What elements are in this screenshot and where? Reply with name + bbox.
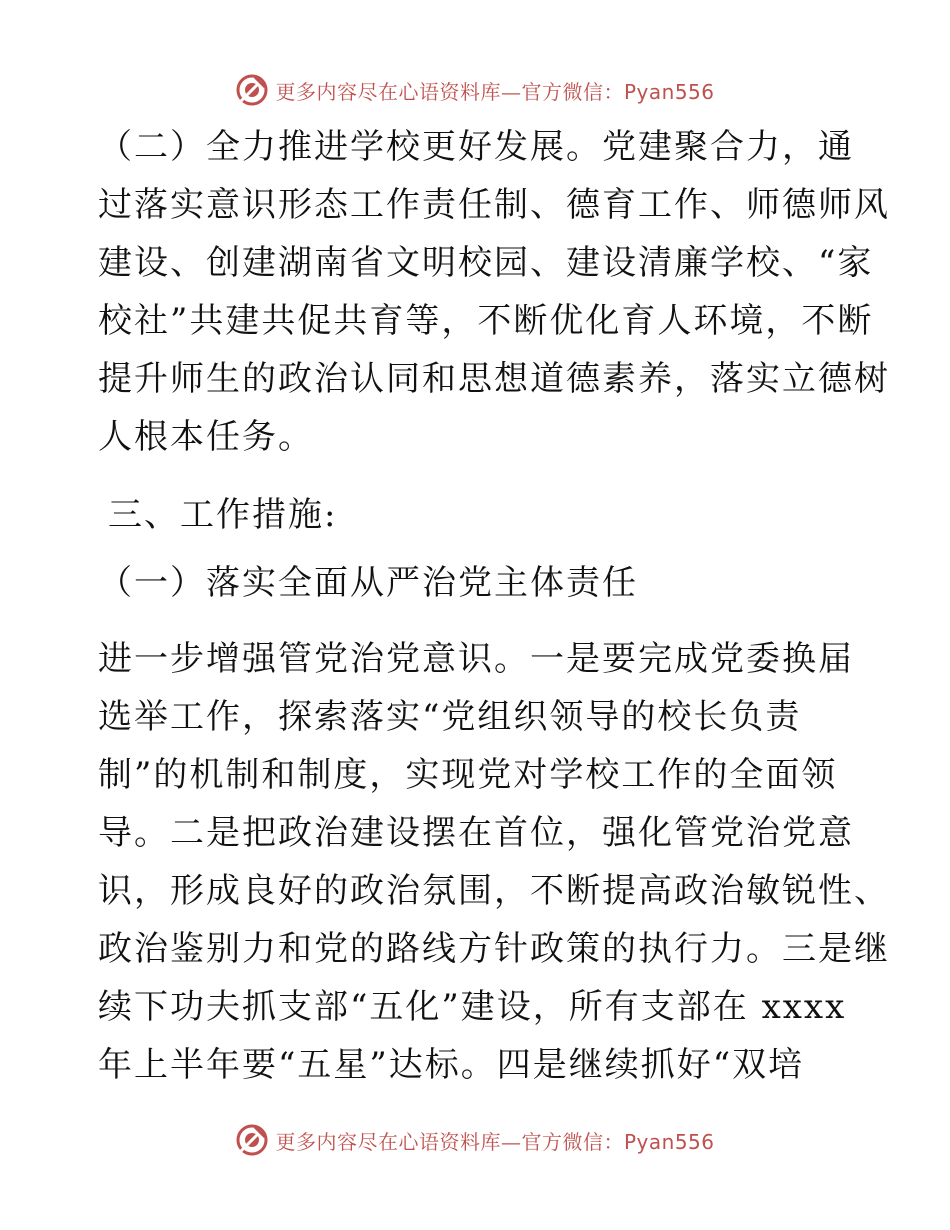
paragraph-line: （二）全力推进学校更好发展。党建聚合力，通 (98, 127, 854, 167)
paragraph-line: 导。二是把政治建设摆在首位，强化管党治党意 (98, 813, 854, 853)
paragraph-line: 年上半年要“五星”达标。四是继续抓好“双培 (98, 1045, 805, 1085)
paragraph-line: 政治鉴别力和党的路线方针政策的执行力。三是继 (98, 929, 890, 969)
paragraph-line: 选举工作，探索落实“党组织领导的校长负责 (98, 697, 802, 737)
brand-logo-icon (235, 73, 269, 107)
subsection-heading: （一）落实全面从严治党主体责任 (98, 563, 638, 603)
brand-logo-icon (235, 1123, 269, 1157)
paragraph-line: 过落实意识形态工作责任制、德育工作、师德师风 (98, 185, 890, 225)
paragraph-line: 人根本任务。 (98, 417, 314, 457)
footer-watermark-text: 更多内容尽在心语资料库—官方微信：Pyan556 (275, 1129, 715, 1154)
section-heading: 三、工作措施: (108, 495, 338, 535)
paragraph-line: 制”的机制和制度，实现党对学校工作的全面领 (98, 755, 838, 795)
header-watermark-banner (0, 70, 950, 110)
header-watermark-text: 更多内容尽在心语资料库—官方微信：Pyan556 (275, 79, 715, 104)
paragraph-line: 提升师生的政治认同和思想道德素养，落实立德树 (98, 359, 890, 399)
footer-watermark-banner (0, 1120, 950, 1160)
paragraph-line: 校社”共建共促共育等，不断优化育人环境，不断 (98, 301, 874, 341)
paragraph-line: 进一步增强管党治党意识。一是要完成党委换届 (98, 639, 854, 679)
paragraph-line: 识，形成良好的政治氛围，不断提高政治敏锐性、 (98, 871, 890, 911)
paragraph-line: 建设、创建湖南省文明校园、建设清廉学校、“家 (98, 243, 874, 283)
paragraph-line: 续下功夫抓支部“五化”建设，所有支部在 xxxx (98, 987, 847, 1027)
